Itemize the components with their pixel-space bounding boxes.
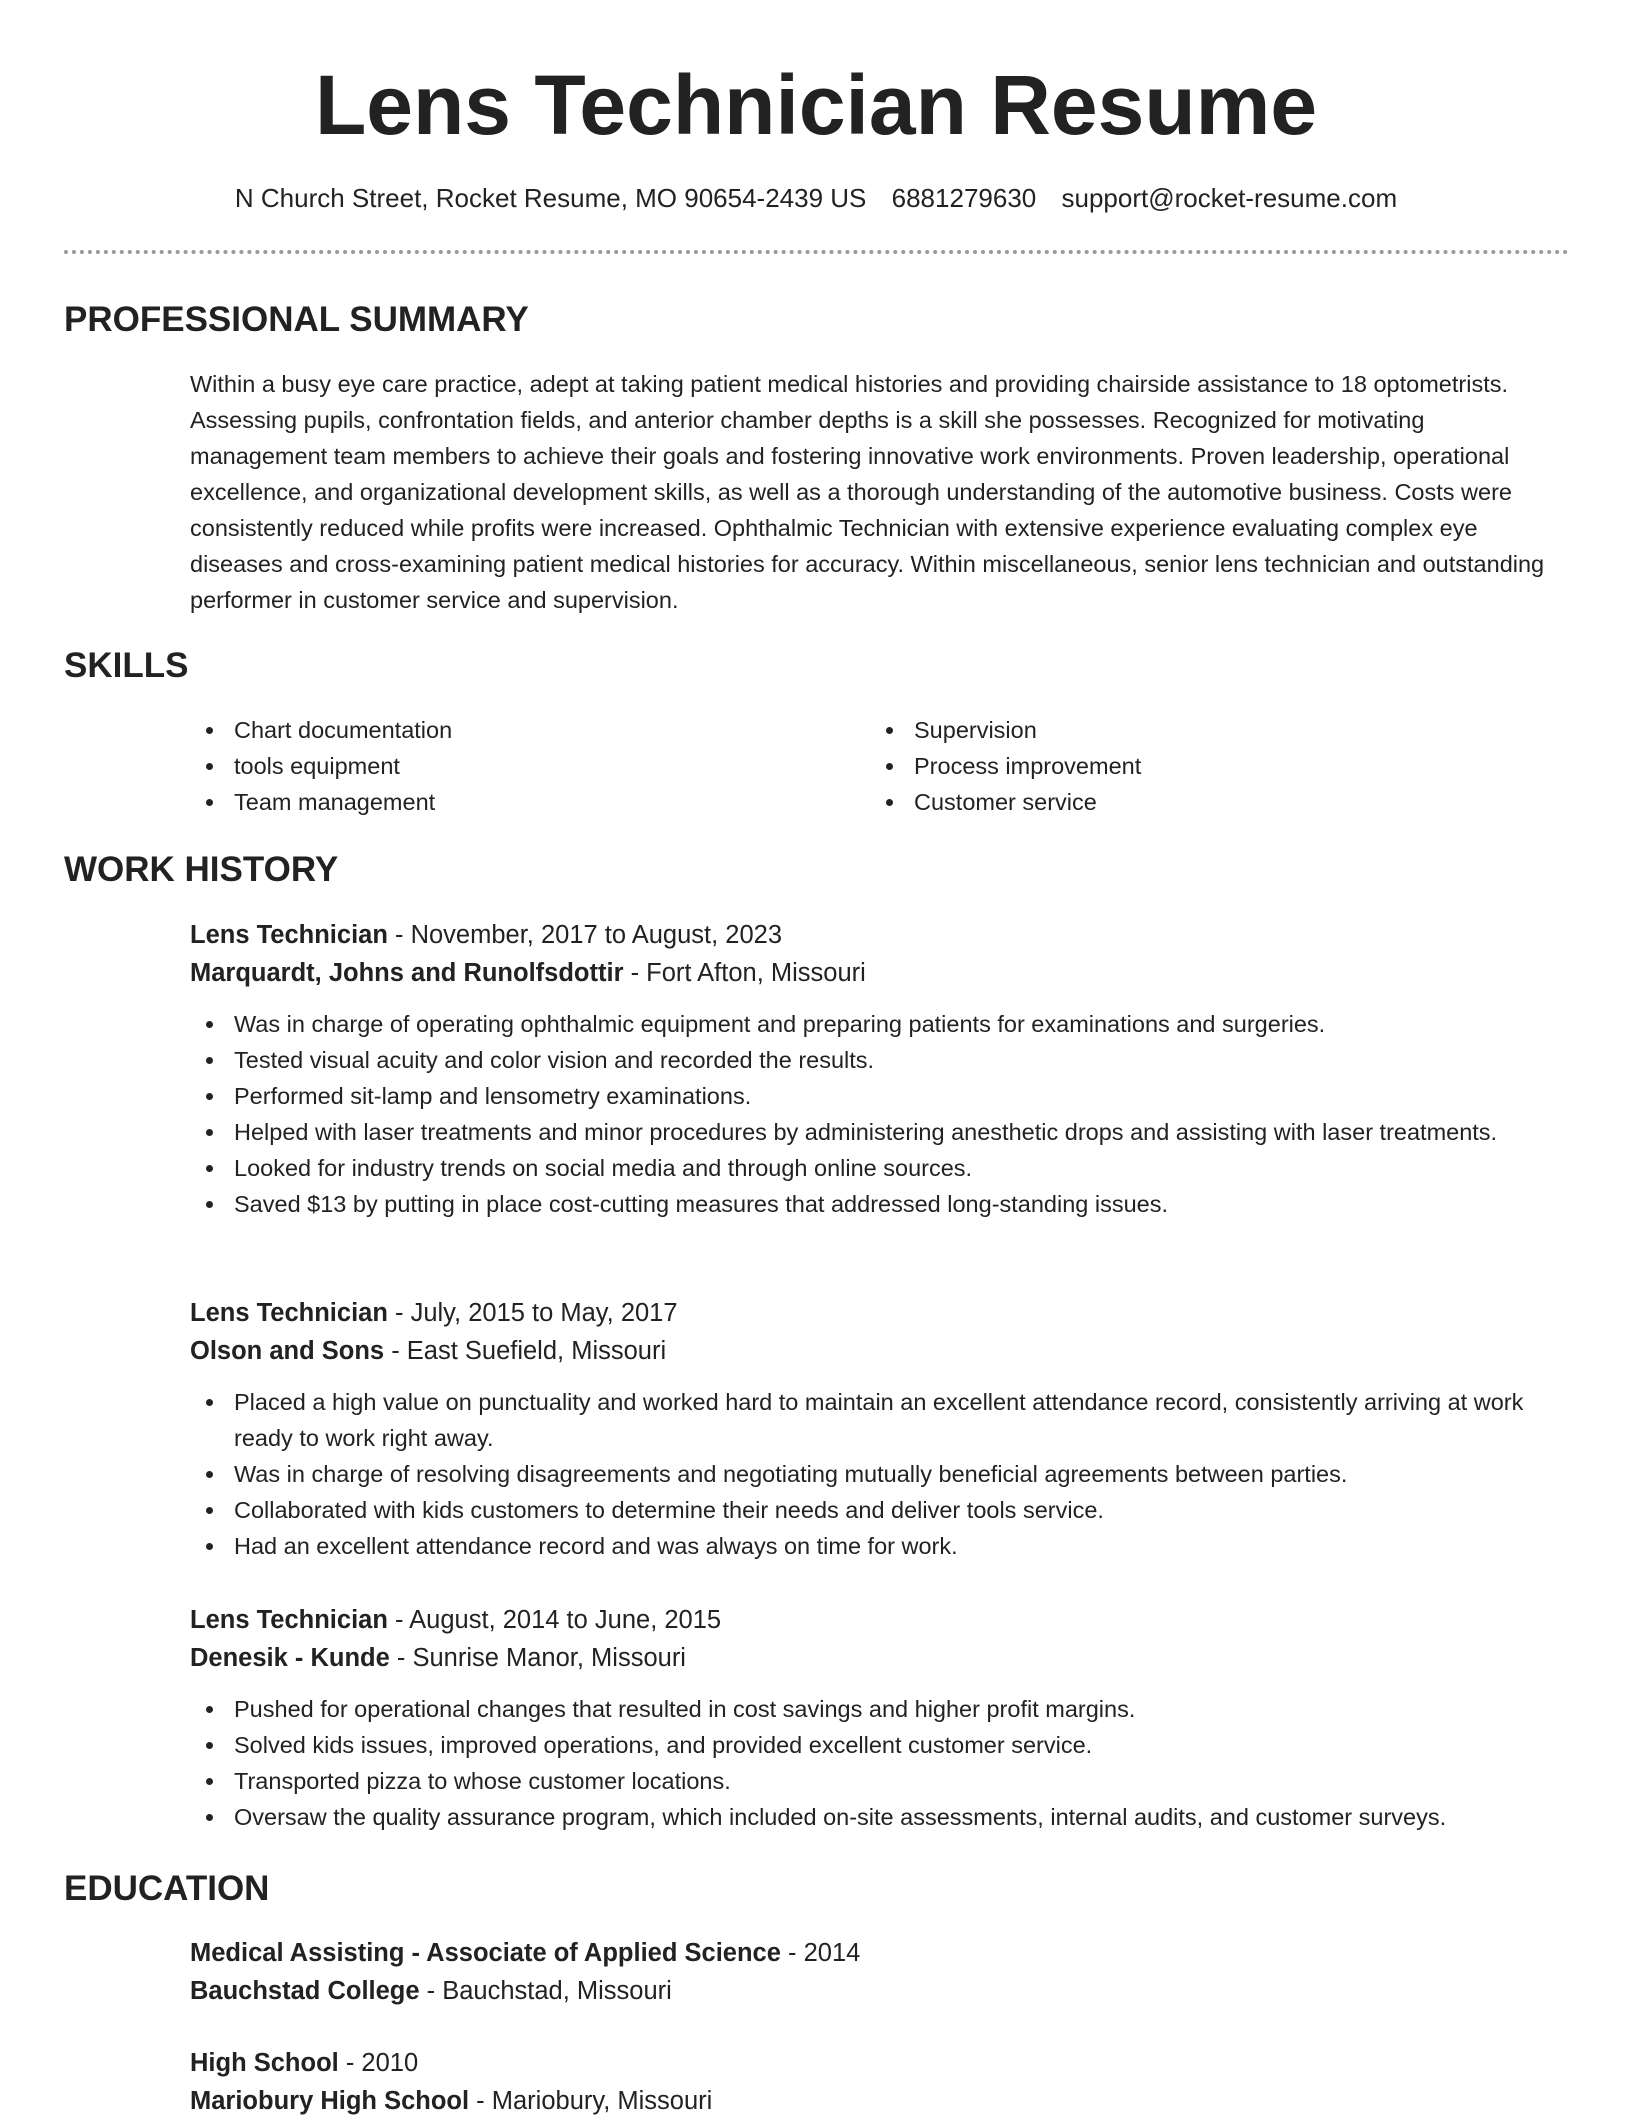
header-divider	[64, 250, 1569, 254]
job-bullet: Tested visual acuity and color vision and recorded the results.	[190, 1042, 1560, 1078]
contact-email: support@rocket-resume.com	[1061, 183, 1398, 213]
education-year: - 2010	[338, 2049, 419, 2077]
job-dates: - July, 2015 to May, 2017	[387, 1299, 678, 1327]
resume-title: Lens Technician Resume	[314, 58, 1318, 152]
skill-item: Process improvement	[870, 748, 1470, 784]
job-title-line	[190, 916, 1560, 954]
education-entry	[190, 1934, 1560, 2010]
education-degree-line	[190, 1934, 1560, 1972]
job-dates: - August, 2014 to June, 2015	[387, 1606, 722, 1634]
skills-column-1	[190, 712, 790, 820]
job-bullet: Pushed for operational changes that resulted in cost savings and higher profit margins.	[190, 1691, 1560, 1727]
education-year: - 2014	[780, 1939, 861, 1967]
education-heading: EDUCATION	[64, 1869, 270, 1908]
contact-phone: 6881279630	[891, 183, 1037, 213]
job-bullet: Solved kids issues, improved operations, and provided excellent customer service.	[190, 1727, 1560, 1763]
contact-address: N Church Street, Rocket Resume, MO 90654-2439 US	[234, 183, 867, 213]
job-title: Lens Technician	[190, 921, 388, 949]
summary-heading: PROFESSIONAL SUMMARY	[64, 300, 529, 339]
education-degree: High School	[190, 2049, 339, 2077]
job-bullets	[190, 1691, 1560, 1835]
skill-item: tools equipment	[190, 748, 790, 784]
education-degree-line	[190, 2044, 1560, 2082]
job-bullet: Was in charge of resolving disagreements and negotiating mutually beneficial agreements between parties.	[190, 1456, 1560, 1492]
job-bullet: Transported pizza to whose customer locations.	[190, 1763, 1560, 1799]
job-company-line	[190, 954, 1560, 992]
education-school-line	[190, 2082, 1560, 2120]
education-location: - Mariobury, Missouri	[469, 2087, 713, 2115]
skill-item: Supervision	[870, 712, 1470, 748]
job-bullet: Saved $13 by putting in place cost-cutting measures that addressed long-standing issues.	[190, 1186, 1560, 1222]
education-school: Bauchstad College	[190, 1977, 420, 2005]
education-school-line	[190, 1972, 1560, 2010]
job-bullet: Collaborated with kids customers to determine their needs and deliver tools service.	[190, 1492, 1560, 1528]
job-company-line	[190, 1639, 1560, 1677]
job-location: - Sunrise Manor, Missouri	[389, 1644, 686, 1672]
job-title: Lens Technician	[190, 1299, 388, 1327]
job-location: - East Suefield, Missouri	[384, 1337, 667, 1365]
job-entry	[190, 1294, 1560, 1564]
skill-item: Team management	[190, 784, 790, 820]
summary-text: Within a busy eye care practice, adept at taking patient medical histories and providing chairside assistance to 18 optometrists. Assessing pupils, confrontation fields, and anterior chamber depths is a skill she possesses. Recognized for motivating management team members to achieve their goals and fostering innovative work environments. Proven leadership, operational excellence, and organizational development skills, as well as a thorough understanding of the automotive business. Costs were consistently reduced while profits were increased. Ophthalmic Technician with extensive experience evaluating complex eye diseases and cross-examining patient medical histories for accuracy. Within miscellaneous, senior lens technician and outstanding performer in customer service and supervision.	[190, 371, 1545, 613]
job-bullets	[190, 1006, 1560, 1222]
contact-line	[0, 180, 1632, 216]
job-entry	[190, 1601, 1560, 1835]
job-entry	[190, 916, 1560, 1222]
job-location: - Fort Afton, Missouri	[623, 959, 866, 987]
job-company-line	[190, 1332, 1560, 1370]
skill-item: Chart documentation	[190, 712, 790, 748]
job-title-line	[190, 1294, 1560, 1332]
skills-heading: SKILLS	[64, 646, 189, 685]
job-bullets	[190, 1384, 1560, 1564]
job-title: Lens Technician	[190, 1606, 388, 1634]
job-company: Denesik - Kunde	[190, 1644, 390, 1672]
education-entry	[190, 2044, 1560, 2120]
job-bullet: Had an excellent attendance record and was always on time for work.	[190, 1528, 1560, 1564]
job-bullet: Looked for industry trends on social media and through online sources.	[190, 1150, 1560, 1186]
job-company: Olson and Sons	[190, 1337, 385, 1365]
skills-column-2	[870, 712, 1470, 820]
job-dates: - November, 2017 to August, 2023	[387, 921, 783, 949]
skill-item: Customer service	[870, 784, 1470, 820]
job-bullet: Was in charge of operating ophthalmic equipment and preparing patients for examinations and surgeries.	[190, 1006, 1560, 1042]
job-bullet: Helped with laser treatments and minor procedures by administering anesthetic drops and assisting with laser treatments.	[190, 1114, 1560, 1150]
education-degree: Medical Assisting - Associate of Applied Science	[190, 1939, 781, 1967]
job-title-line	[190, 1601, 1560, 1639]
job-bullet: Placed a high value on punctuality and worked hard to maintain an excellent attendance record, consistently arriving at work ready to work right away.	[190, 1384, 1560, 1456]
job-company: Marquardt, Johns and Runolfsdottir	[190, 959, 624, 987]
work-heading: WORK HISTORY	[64, 850, 339, 889]
education-location: - Bauchstad, Missouri	[419, 1977, 672, 2005]
job-bullet: Performed sit-lamp and lensometry examinations.	[190, 1078, 1560, 1114]
job-bullet: Oversaw the quality assurance program, which included on-site assessments, internal audits, and customer surveys.	[190, 1799, 1560, 1835]
education-school: Mariobury High School	[190, 2087, 470, 2115]
